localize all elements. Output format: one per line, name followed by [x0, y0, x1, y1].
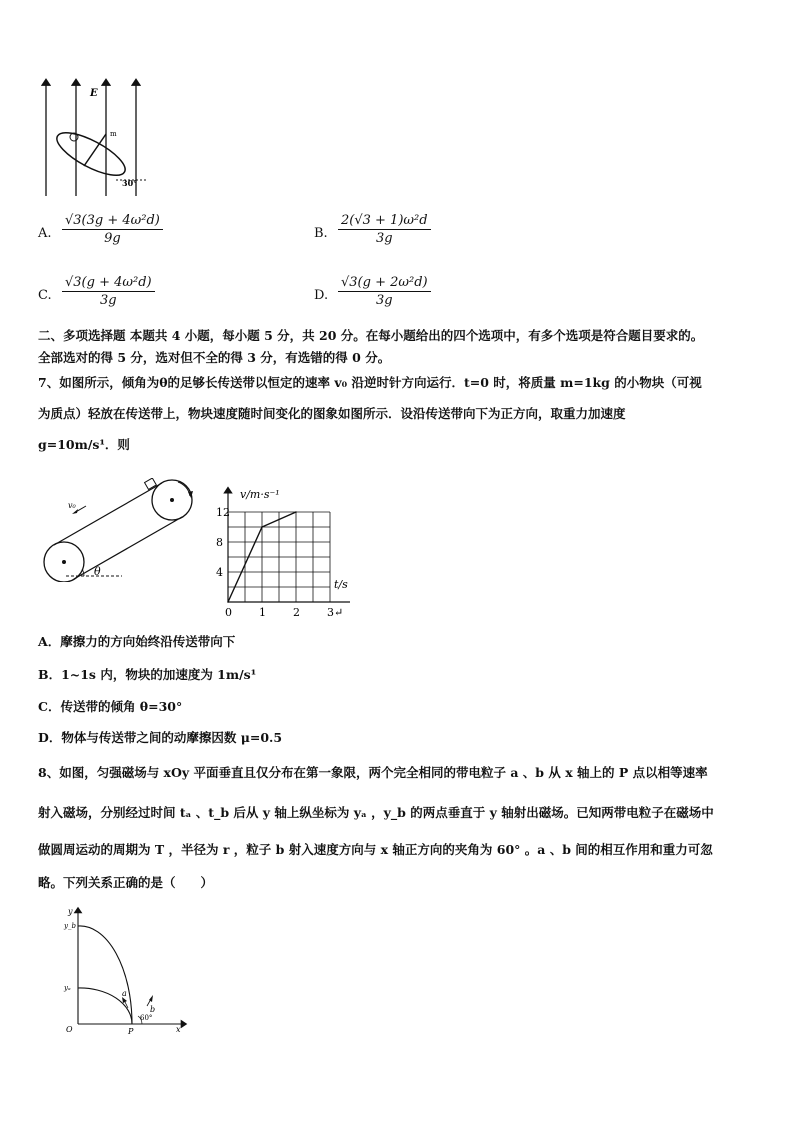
q6-option-c-formula: $\frac{\text{√3(g + 4ω²d)}}{3g}$	[62, 275, 155, 308]
q6-option-a-label: A.	[38, 226, 52, 241]
q6-option-b-formula: $\frac{\text{2(√3 + 1)ω²d}}{3g}$	[338, 213, 431, 246]
rotating-disc	[51, 125, 130, 184]
data-point	[295, 511, 297, 513]
x-tick-label: 2	[293, 606, 300, 619]
q6-option-d-formula: $\frac{\text{√3(g + 2ω²d)}}{3g}$	[338, 275, 431, 308]
q6-option-c-label: C.	[38, 288, 52, 303]
label-angle: 30°	[122, 178, 138, 188]
data-point	[227, 601, 229, 603]
q7-option-d: D．物体与传送带之间的动摩擦因数 μ=0.5	[38, 730, 283, 745]
x-tick-label: 3↵	[327, 606, 344, 619]
svg-text:O: O	[66, 1025, 73, 1034]
label-theta: θ	[94, 565, 101, 578]
q8-stem-line1: 8、如图，匀强磁场与 xOy 平面垂直且仅分布在第一象限，两个完全相同的带电粒子 a 、b 从 x 轴上的 P 点以相等速率	[38, 765, 708, 780]
q7-option-a: A．摩擦力的方向始终沿传送带向下	[38, 634, 236, 649]
q7-stem-line3: g=10m/s¹．则	[38, 437, 130, 452]
svg-text:y: y	[68, 907, 73, 916]
q6-option-b-label: B.	[314, 226, 328, 241]
y-tick-label: 8	[216, 536, 223, 549]
svg-text:b: b	[150, 1005, 156, 1014]
x-axis-label: t/s	[334, 578, 348, 591]
chart-grid	[228, 512, 330, 602]
q7-option-c: C．传送带的倾角 θ=30°	[38, 699, 183, 714]
svg-text:a: a	[122, 989, 127, 998]
y-tick-label: 4	[216, 566, 223, 579]
q7-conveyor-belt-figure	[38, 478, 208, 582]
q6-option-d-label: D.	[314, 288, 329, 303]
svg-text:yₐ: yₐ	[64, 984, 71, 992]
q6-option-a-formula: $\frac{\text{√3(3g + 4ω²d)}}{9g}$	[62, 213, 163, 246]
q7-vt-chart	[208, 480, 358, 620]
section2-instructions-line1: 二、多项选择题 本题共 4 小题，每小题 5 分，共 20 分。在每小题给出的四个选项中，有多个选项是符合题目要求的。	[38, 328, 704, 343]
y-axis-label: v/m·s⁻¹	[240, 488, 280, 501]
q6-field-figure	[36, 74, 156, 198]
q8-stem-line3: 做圆周运动的周期为 T ，半径为 r ，粒子 b 射入速度方向与 x 轴正方向的夹角为 60° 。a 、b 间的相互作用和重力可忽	[38, 842, 713, 857]
x-tick-label: 1	[259, 606, 266, 619]
q7-stem-line2: 为质点）轻放在传送带上，物块速度随时间变化的图象如图所示．设沿传送带向下为正方向，取重力加速度	[38, 406, 626, 421]
svg-text:x: x	[176, 1025, 181, 1034]
label-v0: v₀	[68, 501, 76, 510]
svg-text:P: P	[128, 1027, 134, 1036]
section2-instructions-line2: 全部选对的得 5 分，选对但不全的得 3 分，有选错的得 0 分。	[38, 350, 391, 365]
q7-stem-line1: 7、如图所示，倾角为θ的足够长传送带以恒定的速率 v₀ 沿逆时针方向运行．t=0 时，将质量 m=1kg 的小物块（可视	[38, 375, 702, 390]
svg-text:y_b: y_b	[64, 922, 76, 930]
label-m: m	[110, 130, 117, 138]
x-tick-label: 0	[225, 606, 232, 619]
data-point	[261, 526, 263, 528]
q8-stem-line2: 射入磁场，分别经过时间 tₐ 、t_b 后从 y 轴上纵坐标为 yₐ ，y_b 的两点垂直于 y 轴射出磁场。已知两带电粒子在磁场中	[38, 805, 714, 820]
label-E: E	[90, 88, 98, 99]
trajectory-b	[78, 926, 132, 1024]
svg-text:60°: 60°	[140, 1014, 153, 1022]
q8-magnetic-field-figure	[56, 904, 188, 1036]
q7-option-b: B．1~1s 内，物块的加速度为 1m/s¹	[38, 667, 257, 682]
q8-stem-line4: 略。下列关系正确的是（ ）	[38, 875, 214, 890]
y-tick-label: 12	[216, 506, 230, 519]
